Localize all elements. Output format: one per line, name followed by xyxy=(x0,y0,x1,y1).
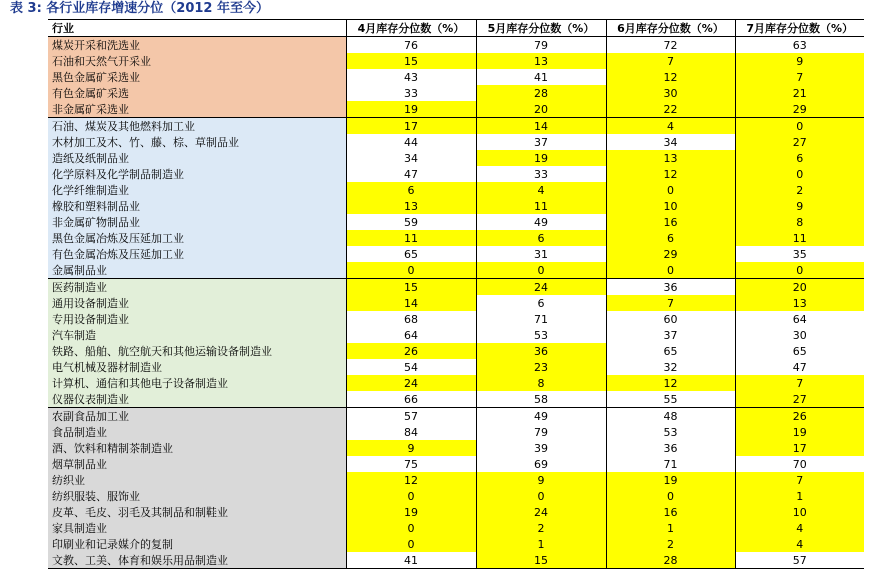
value-cell: 59 xyxy=(346,214,476,230)
value-cell: 0 xyxy=(606,182,735,198)
value-cell: 16 xyxy=(606,504,735,520)
value-cell: 6 xyxy=(476,230,606,246)
value-cell: 7 xyxy=(606,295,735,311)
value-cell: 65 xyxy=(606,343,735,359)
table-row xyxy=(48,101,864,118)
value-cell: 65 xyxy=(346,246,476,262)
inventory-percentile-table xyxy=(48,19,864,569)
value-cell: 29 xyxy=(735,101,864,118)
value-cell: 41 xyxy=(346,552,476,569)
value-cell: 39 xyxy=(476,440,606,456)
industry-name-cell: 文教、工美、体育和娱乐用品制造业 xyxy=(48,552,346,569)
table-row xyxy=(48,85,864,101)
table-row xyxy=(48,279,864,296)
value-cell: 37 xyxy=(476,134,606,150)
industry-name-cell: 计算机、通信和其他电子设备制造业 xyxy=(48,375,346,391)
value-cell: 22 xyxy=(606,101,735,118)
industry-name-cell: 橡胶和塑料制品业 xyxy=(48,198,346,214)
industry-name-cell: 皮革、毛皮、羽毛及其制品和制鞋业 xyxy=(48,504,346,520)
value-cell: 9 xyxy=(735,53,864,69)
value-cell: 1 xyxy=(476,536,606,552)
value-cell: 41 xyxy=(476,69,606,85)
value-cell: 8 xyxy=(476,375,606,391)
value-cell: 30 xyxy=(735,327,864,343)
value-cell: 68 xyxy=(346,311,476,327)
value-cell: 27 xyxy=(735,391,864,408)
value-cell: 0 xyxy=(346,536,476,552)
table-title: 表 3: 各行业库存增速分位（2012 年至今） xyxy=(10,1,270,16)
value-cell: 36 xyxy=(606,440,735,456)
value-cell: 24 xyxy=(476,279,606,296)
header-may: 5月库存分位数（%） xyxy=(476,20,606,37)
value-cell: 49 xyxy=(476,408,606,425)
value-cell: 17 xyxy=(346,118,476,135)
value-cell: 36 xyxy=(606,279,735,296)
value-cell: 34 xyxy=(346,150,476,166)
value-cell: 0 xyxy=(346,520,476,536)
industry-name-cell: 食品制造业 xyxy=(48,424,346,440)
value-cell: 7 xyxy=(606,53,735,69)
value-cell: 19 xyxy=(735,424,864,440)
value-cell: 75 xyxy=(346,456,476,472)
value-cell: 36 xyxy=(476,343,606,359)
value-cell: 72 xyxy=(606,37,735,54)
value-cell: 71 xyxy=(476,311,606,327)
table-row xyxy=(48,327,864,343)
table-row xyxy=(48,198,864,214)
table-row xyxy=(48,440,864,456)
value-cell: 0 xyxy=(476,262,606,279)
table-row xyxy=(48,134,864,150)
header-industry: 行业 xyxy=(48,20,346,37)
value-cell: 11 xyxy=(346,230,476,246)
value-cell: 33 xyxy=(476,166,606,182)
industry-name-cell: 酒、饮料和精制茶制造业 xyxy=(48,440,346,456)
value-cell: 12 xyxy=(606,69,735,85)
value-cell: 65 xyxy=(735,343,864,359)
value-cell: 19 xyxy=(346,504,476,520)
value-cell: 24 xyxy=(476,504,606,520)
industry-name-cell: 非金属矿采选业 xyxy=(48,101,346,118)
industry-name-cell: 有色金属冶炼及压延加工业 xyxy=(48,246,346,262)
value-cell: 33 xyxy=(346,85,476,101)
value-cell: 10 xyxy=(735,504,864,520)
value-cell: 2 xyxy=(735,182,864,198)
value-cell: 32 xyxy=(606,359,735,375)
table-body xyxy=(48,37,864,569)
value-cell: 17 xyxy=(735,440,864,456)
value-cell: 12 xyxy=(606,166,735,182)
table-row xyxy=(48,536,864,552)
value-cell: 47 xyxy=(346,166,476,182)
value-cell: 11 xyxy=(735,230,864,246)
table-row xyxy=(48,37,864,54)
header-june: 6月库存分位数（%） xyxy=(606,20,735,37)
table-row xyxy=(48,488,864,504)
value-cell: 60 xyxy=(606,311,735,327)
value-cell: 26 xyxy=(735,408,864,425)
value-cell: 79 xyxy=(476,424,606,440)
value-cell: 26 xyxy=(346,343,476,359)
value-cell: 19 xyxy=(476,150,606,166)
table-row xyxy=(48,53,864,69)
value-cell: 0 xyxy=(606,262,735,279)
value-cell: 14 xyxy=(476,118,606,135)
industry-name-cell: 木材加工及木、竹、藤、棕、草制品业 xyxy=(48,134,346,150)
industry-name-cell: 化学纤维制造业 xyxy=(48,182,346,198)
table-row xyxy=(48,359,864,375)
value-cell: 66 xyxy=(346,391,476,408)
industry-name-cell: 造纸及纸制品业 xyxy=(48,150,346,166)
industry-name-cell: 电气机械及器材制造业 xyxy=(48,359,346,375)
industry-name-cell: 汽车制造 xyxy=(48,327,346,343)
value-cell: 4 xyxy=(476,182,606,198)
value-cell: 0 xyxy=(606,488,735,504)
value-cell: 0 xyxy=(735,118,864,135)
value-cell: 44 xyxy=(346,134,476,150)
table-row xyxy=(48,118,864,135)
value-cell: 13 xyxy=(606,150,735,166)
value-cell: 9 xyxy=(346,440,476,456)
value-cell: 7 xyxy=(735,375,864,391)
industry-name-cell: 烟草制品业 xyxy=(48,456,346,472)
value-cell: 9 xyxy=(735,198,864,214)
industry-name-cell: 煤炭开采和洗选业 xyxy=(48,37,346,54)
table-row xyxy=(48,214,864,230)
value-cell: 24 xyxy=(346,375,476,391)
value-cell: 20 xyxy=(735,279,864,296)
value-cell: 8 xyxy=(735,214,864,230)
value-cell: 11 xyxy=(476,198,606,214)
value-cell: 63 xyxy=(735,37,864,54)
value-cell: 0 xyxy=(735,262,864,279)
value-cell: 48 xyxy=(606,408,735,425)
value-cell: 1 xyxy=(735,488,864,504)
value-cell: 13 xyxy=(346,198,476,214)
value-cell: 58 xyxy=(476,391,606,408)
value-cell: 35 xyxy=(735,246,864,262)
table-row xyxy=(48,504,864,520)
value-cell: 2 xyxy=(476,520,606,536)
value-cell: 31 xyxy=(476,246,606,262)
industry-name-cell: 纺织业 xyxy=(48,472,346,488)
value-cell: 1 xyxy=(606,520,735,536)
industry-name-cell: 专用设备制造业 xyxy=(48,311,346,327)
value-cell: 13 xyxy=(476,53,606,69)
value-cell: 69 xyxy=(476,456,606,472)
value-cell: 20 xyxy=(476,101,606,118)
value-cell: 54 xyxy=(346,359,476,375)
value-cell: 6 xyxy=(606,230,735,246)
table-row xyxy=(48,295,864,311)
table-row xyxy=(48,408,864,425)
industry-name-cell: 黑色金属矿采选业 xyxy=(48,69,346,85)
value-cell: 4 xyxy=(606,118,735,135)
industry-name-cell: 纺织服装、服饰业 xyxy=(48,488,346,504)
table-row xyxy=(48,182,864,198)
industry-name-cell: 家具制造业 xyxy=(48,520,346,536)
value-cell: 15 xyxy=(476,552,606,569)
value-cell: 6 xyxy=(735,150,864,166)
table-row xyxy=(48,311,864,327)
industry-name-cell: 黑色金属冶炼及压延加工业 xyxy=(48,230,346,246)
industry-name-cell: 铁路、船舶、航空航天和其他运输设备制造业 xyxy=(48,343,346,359)
value-cell: 43 xyxy=(346,69,476,85)
value-cell: 70 xyxy=(735,456,864,472)
industry-name-cell: 医药制造业 xyxy=(48,279,346,296)
industry-name-cell: 石油、煤炭及其他燃料加工业 xyxy=(48,118,346,135)
value-cell: 28 xyxy=(606,552,735,569)
table-row xyxy=(48,552,864,569)
value-cell: 64 xyxy=(346,327,476,343)
table-row xyxy=(48,375,864,391)
value-cell: 21 xyxy=(735,85,864,101)
value-cell: 4 xyxy=(735,536,864,552)
table-row xyxy=(48,472,864,488)
value-cell: 57 xyxy=(735,552,864,569)
value-cell: 30 xyxy=(606,85,735,101)
value-cell: 0 xyxy=(346,262,476,279)
table-row xyxy=(48,343,864,359)
value-cell: 13 xyxy=(735,295,864,311)
value-cell: 27 xyxy=(735,134,864,150)
value-cell: 0 xyxy=(476,488,606,504)
value-cell: 6 xyxy=(346,182,476,198)
value-cell: 57 xyxy=(346,408,476,425)
value-cell: 2 xyxy=(606,536,735,552)
table-row xyxy=(48,166,864,182)
value-cell: 29 xyxy=(606,246,735,262)
value-cell: 0 xyxy=(735,166,864,182)
industry-name-cell: 化学原料及化学制品制造业 xyxy=(48,166,346,182)
table-row xyxy=(48,262,864,279)
industry-name-cell: 金属制品业 xyxy=(48,262,346,279)
industry-name-cell: 非金属矿物制品业 xyxy=(48,214,346,230)
value-cell: 10 xyxy=(606,198,735,214)
table-row xyxy=(48,230,864,246)
value-cell: 19 xyxy=(346,101,476,118)
industry-name-cell: 农副食品加工业 xyxy=(48,408,346,425)
value-cell: 84 xyxy=(346,424,476,440)
value-cell: 12 xyxy=(346,472,476,488)
table-row xyxy=(48,150,864,166)
table-row xyxy=(48,391,864,408)
value-cell: 47 xyxy=(735,359,864,375)
table-row xyxy=(48,456,864,472)
value-cell: 79 xyxy=(476,37,606,54)
value-cell: 34 xyxy=(606,134,735,150)
industry-name-cell: 仪器仪表制造业 xyxy=(48,391,346,408)
table-row xyxy=(48,69,864,85)
value-cell: 15 xyxy=(346,53,476,69)
table-row xyxy=(48,246,864,262)
header-row xyxy=(48,20,864,37)
value-cell: 76 xyxy=(346,37,476,54)
value-cell: 6 xyxy=(476,295,606,311)
value-cell: 55 xyxy=(606,391,735,408)
value-cell: 14 xyxy=(346,295,476,311)
value-cell: 9 xyxy=(476,472,606,488)
table-row xyxy=(48,520,864,536)
value-cell: 7 xyxy=(735,472,864,488)
value-cell: 4 xyxy=(735,520,864,536)
value-cell: 19 xyxy=(606,472,735,488)
value-cell: 64 xyxy=(735,311,864,327)
value-cell: 53 xyxy=(476,327,606,343)
value-cell: 16 xyxy=(606,214,735,230)
table-row xyxy=(48,424,864,440)
industry-name-cell: 通用设备制造业 xyxy=(48,295,346,311)
value-cell: 12 xyxy=(606,375,735,391)
industry-name-cell: 印刷业和记录媒介的复制 xyxy=(48,536,346,552)
header-april: 4月库存分位数（%） xyxy=(346,20,476,37)
industry-name-cell: 有色金属矿采选 xyxy=(48,85,346,101)
industry-name-cell: 石油和天然气开采业 xyxy=(48,53,346,69)
value-cell: 23 xyxy=(476,359,606,375)
value-cell: 0 xyxy=(346,488,476,504)
value-cell: 49 xyxy=(476,214,606,230)
value-cell: 71 xyxy=(606,456,735,472)
header-july: 7月库存分位数（%） xyxy=(735,20,864,37)
value-cell: 28 xyxy=(476,85,606,101)
value-cell: 15 xyxy=(346,279,476,296)
value-cell: 7 xyxy=(735,69,864,85)
value-cell: 37 xyxy=(606,327,735,343)
value-cell: 53 xyxy=(606,424,735,440)
